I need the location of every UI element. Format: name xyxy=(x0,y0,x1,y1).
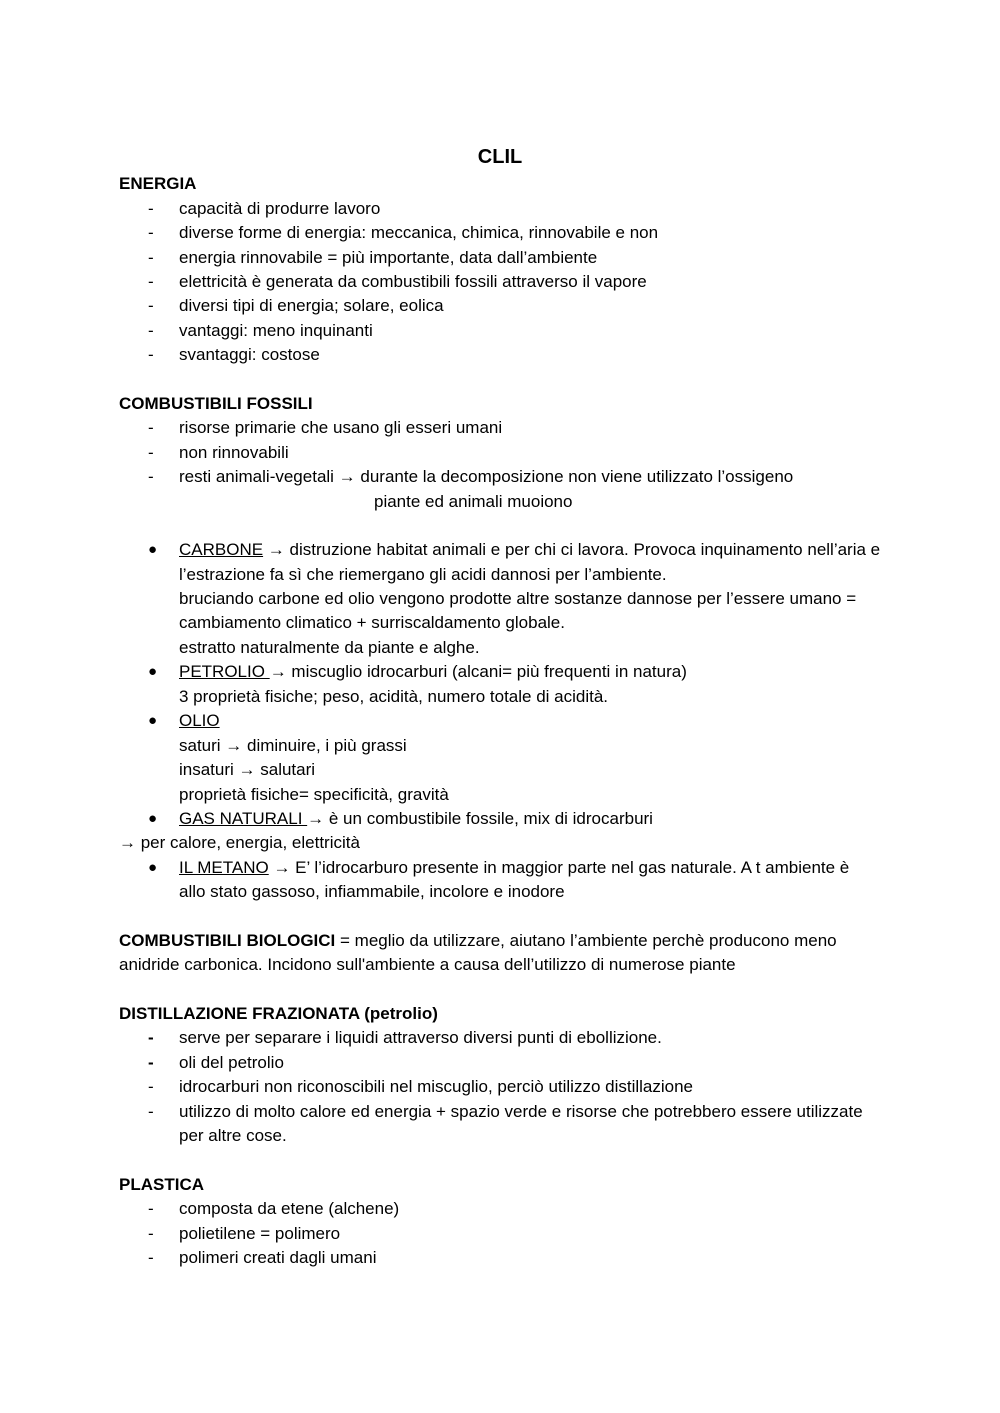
heading-energia: ENERGIA xyxy=(119,174,197,193)
sub-line: piante ed animali muoiono xyxy=(374,492,573,511)
heading-distillazione: DISTILLAZIONE FRAZIONATA (petrolio) xyxy=(119,1004,438,1023)
bullet-continuation: allo stato gassoso, infiammabile, incolore e inodore xyxy=(179,882,565,901)
term-petrolio: PETROLIO xyxy=(179,662,270,681)
bullet-continuation: proprietà fisiche= specificità, gravità xyxy=(179,785,449,804)
document-page: CLIL ENERGIA - capacità di produrre lavoro - diverse forme di energia: meccanica, chimica, rinnovabile e non - energia rinnovabile = più importante, data dall’ambiente - elettricità è generata da combustibili fossili attraverso il vapore - diversi tipi di energia; solare, eolica - vantaggi: meno inquinanti - svantaggi: costose COMBUSTIBILI FOSSILI - risorse primarie che usano gli esseri umani - non rinnovabili - resti animali-vegetali → durante la decomposizione non viene utilizzato l’ossigeno piante ed animali muoiono ● CARBONE → distruzione habitat animali e per chi ci lavora. Provoca inquinamento nell’aria e l’estrazione fa sì che riemergano gli acidi dannosi per l’ambiente. bruciando carbone ed olio vengono prodotte altre sostanze dannose per l’essere umano = cambiamento climatico + surriscaldamento globale. estratto naturalmente da piante e alghe. ● PETROLIO → miscuglio idrocarburi (alcani= più frequenti in natura) 3 proprietà fisiche; peso, acidità, numero totale di acidità. ● OLIO saturi → diminuire, i più grassi insaturi → salutari proprietà fisiche= specificità, gravità ● GAS NATURALI → è un combustibile fossile, mix di idrocarburi → per calore, energia, elettricità ● IL METANO → E’ l’idrocarburo presente in maggior parte nel gas naturale. A t ambiente è allo stato gassoso, infiammabile, incolore e inodore COMBUSTIBILI BIOLOGICI = meglio da utilizzare, aiutano l’ambiente perchè producono meno anidride carbonica. Incidono sull'ambiente a causa dell’utilizzo di numerose piante DISTILLAZIONE FRAZIONATA (petrolio) - serve per separare i liquidi attraverso diversi punti di ebollizione. - oli del petrolio - idrocarburi non riconoscibili nel miscuglio, perciò utilizzo distillazione - utilizzo di molto calore ed energia + spazio verde e risorse che potrebbero essere utilizzate per altre cose. PLASTICA - composta da etene (alchene) - polietilene = polimero - polimeri creati dagli umani xyxy=(0,0,1000,1413)
bullet-continuation: saturi → diminuire, i più grassi xyxy=(179,736,407,755)
bullet-continuation: estratto naturalmente da piante e alghe. xyxy=(179,638,480,657)
heading-plastica: PLASTICA xyxy=(119,1175,204,1194)
list-item-continuation: per altre cose. xyxy=(179,1126,287,1145)
page-title: CLIL xyxy=(477,146,523,168)
heading-combustibili-fossili: COMBUSTIBILI FOSSILI xyxy=(119,394,313,413)
term-carbone: CARBONE xyxy=(179,540,264,559)
outdent-line: → per calore, energia, elettricità xyxy=(119,833,360,852)
paragraph-biologici: COMBUSTIBILI BIOLOGICI = meglio da utilizzare, aiutano l’ambiente perchè producono meno xyxy=(119,931,837,950)
term-olio: OLIO xyxy=(179,711,220,730)
bullet-continuation: cambiamento climatico + surriscaldamento globale. xyxy=(179,613,565,632)
bullet-continuation: 3 proprietà fisiche; peso, acidità, numero totale di acidità. xyxy=(179,687,609,706)
term-gas-naturali: GAS NATURALI xyxy=(179,809,308,828)
bullet-continuation: insaturi → salutari xyxy=(179,760,316,779)
heading-combustibili-biologici: COMBUSTIBILI BIOLOGICI xyxy=(119,931,336,950)
term-metano: IL METANO xyxy=(179,858,269,877)
paragraph-line: anidride carbonica. Incidono sull'ambiente a causa dell’utilizzo di numerose piante xyxy=(119,955,736,974)
bullet-continuation: bruciando carbone ed olio vengono prodotte altre sostanze dannose per l’essere umano = xyxy=(179,589,857,608)
bullet-continuation: l’estrazione fa sì che riemergano gli acidi dannosi per l’ambiente. xyxy=(179,565,667,584)
